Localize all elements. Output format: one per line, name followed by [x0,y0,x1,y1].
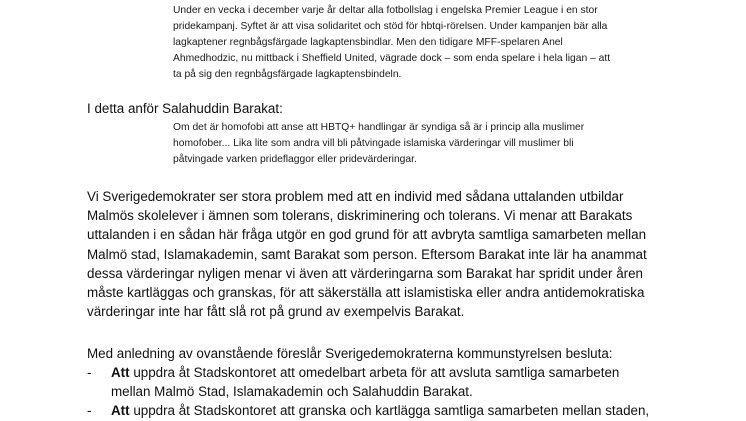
quote-line: Om det är homofobi att anse att HBTQ+ handlingar är syndiga så är i princip alla muslimer [173,122,585,133]
quote-line: Ahmedhodzic, nu mittback i Sheffield United, vägrade dock – som enda spelare i hela ligan – att [173,53,611,64]
list-keyword: Att [111,365,130,380]
body-line: uttalanden i en sådan här fråga utgör en god grund för att avbryta samtliga samarbeten mellan [87,227,647,243]
block-quote-barakat [173,120,673,168]
body-line: värderingar inte har fått slå rot på grund av exempelvis Barakat. [87,304,465,320]
decision-list [87,363,707,421]
list-keyword: Att [111,403,130,419]
list-item [87,363,707,401]
quote-line: homofober... Lika lite som andra vill bli påtvingade islamiska värderingar vill muslimer bli [173,138,574,149]
body-paragraph [87,187,687,321]
quote-line: påtvingade varken prideflaggor eller pridevärderingar. [173,154,417,165]
body-line: dessa värderingar nyligen menar vi även att värderingarna som Barakat har spridit under åren [87,265,644,281]
quote-line: ta på sig den regnbågsfärgade lagkaptensbindeln. [173,69,402,80]
body-line: Malmö stad, Islamakademin, samt Barakat som person. Eftersom Barakat inte lär ha anammat [87,246,647,262]
body-line: måste kartläggas och granskas, för att säkerställa att islamistiska eller andra antidemokratiska [87,285,645,301]
list-text: uppdra åt Stadskontoret att omedelbart arbeta för att avsluta samtliga samarbeten [129,365,620,380]
quote-line: pridekampanj. Syftet är att visa solidaritet och stöd för hbtqi-rörelsen. Under kampanjen bär alla [173,21,608,32]
body-line: Malmös skolelever i ämnen som tolerans, diskriminering och tolerans. Vi menar att Barakats [87,208,633,224]
decision-intro: Med anledning av ovanstående föreslår Sverigedemokraterna kommunstyrelsen besluta: [87,346,613,361]
list-item [87,401,707,420]
quote-intro: I detta anför Salahuddin Barakat: [87,101,283,116]
quote-line: Under en vecka i december varje år deltar alla fotbollslag i engelska Premier League i en stor [173,5,598,16]
list-dash: - [87,403,92,419]
block-quote-premier-league [173,3,673,83]
list-dash: - [87,365,92,380]
list-text: mellan Malmö Stad, Islamakademin och Salahuddin Barakat. [111,384,473,400]
list-text: uppdra åt Stadskontoret att granska och kartlägga samtliga samarbeten mellan staden, [129,403,650,419]
body-line: Vi Sverigedemokrater ser stora problem med att en individ med sådana uttalanden utbildar [87,189,624,204]
quote-line: lagkaptener regnbågsfärgade lagkaptensbindlar. Men den tidigare MFF-spelaren Anel [173,37,563,48]
